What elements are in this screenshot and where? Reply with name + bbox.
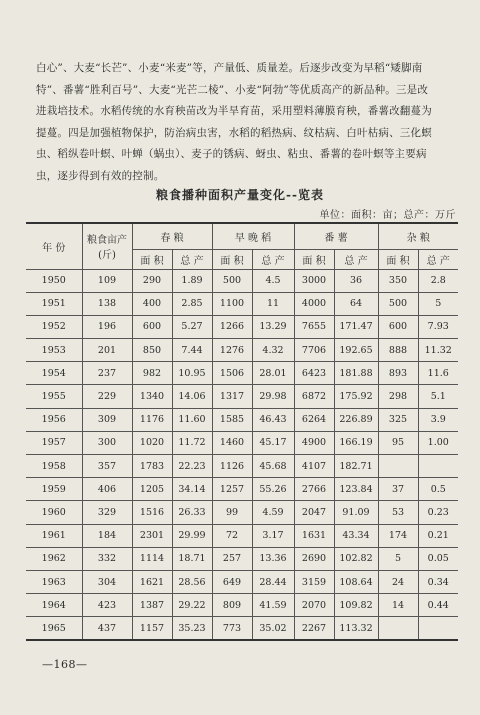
table-cell: 304 [82, 570, 132, 593]
table-cell: 14 [378, 594, 418, 617]
table-cell: 28.56 [172, 570, 212, 593]
table-cell: 36 [334, 269, 378, 292]
table-cell: 350 [378, 269, 418, 292]
table-cell [378, 617, 418, 640]
table-cell: 35.23 [172, 617, 212, 640]
table-cell: 325 [378, 408, 418, 431]
table-cell: 1176 [132, 408, 172, 431]
paragraph-line: 虫、稻纵卷叶螟、叶蝉（蜗虫）、麦子的锈病、蚜虫、粘虫、番薯的卷叶螟等主要病 [36, 148, 427, 160]
header-grain-yield-unit: (斤) [98, 250, 116, 262]
table-cell: 257 [212, 547, 252, 570]
table-cell: 600 [132, 315, 172, 338]
table-row [26, 385, 458, 408]
table-cell: 0.21 [418, 524, 458, 547]
table-cell: 29.22 [172, 594, 212, 617]
table-cell: 1516 [132, 501, 172, 524]
table-row [26, 431, 458, 454]
table-cell: 14.06 [172, 385, 212, 408]
subheader-total: 总 产 [252, 249, 294, 269]
table-cell: 1.89 [172, 269, 212, 292]
table-cell: 1276 [212, 339, 252, 362]
table-cell: 7.93 [418, 315, 458, 338]
table-cell: 37 [378, 478, 418, 501]
table-row [26, 617, 458, 640]
table-cell: 11.72 [172, 431, 212, 454]
table-cell: 109.82 [334, 594, 378, 617]
table-cell: 4000 [294, 292, 334, 315]
table-cell: 6872 [294, 385, 334, 408]
table-row [26, 594, 458, 617]
table-row [26, 269, 458, 292]
table-cell: 45.17 [252, 431, 294, 454]
table-cell: 1962 [26, 547, 82, 570]
table-cell: 1957 [26, 431, 82, 454]
table-cell: 4107 [294, 455, 334, 478]
table-row [26, 547, 458, 570]
table-cell: 18.71 [172, 547, 212, 570]
table-cell: 184 [82, 524, 132, 547]
table-cell: 3000 [294, 269, 334, 292]
table-cell: 181.88 [334, 362, 378, 385]
table-row [26, 362, 458, 385]
table-cell: 600 [378, 315, 418, 338]
table-cell: 13.36 [252, 547, 294, 570]
table-cell: 24 [378, 570, 418, 593]
table-cell: 108.64 [334, 570, 378, 593]
table-cell: 46.43 [252, 408, 294, 431]
table-cell: 1964 [26, 594, 82, 617]
table-cell: 1317 [212, 385, 252, 408]
table-cell: 888 [378, 339, 418, 362]
table-cell: 4.5 [252, 269, 294, 292]
header-misc-grain: 杂 粮 [378, 223, 458, 249]
subheader-area: 面 积 [378, 249, 418, 269]
table-cell: 2.85 [172, 292, 212, 315]
table-row [26, 408, 458, 431]
paragraph-line: 提蔓。四是加强植物保护，防治病虫害，水稻的稻热病、纹枯病、白叶枯病、三化螟 [36, 126, 432, 139]
table-cell: 1205 [132, 478, 172, 501]
table-cell: 1951 [26, 292, 82, 315]
table-cell: 649 [212, 570, 252, 593]
paragraph-line: 白心”、大麦“长芒”、小麦“米麦”等，产量低、质量差。后逐步改变为早稻“矮脚南 [36, 62, 423, 74]
table-cell: 95 [378, 431, 418, 454]
table-cell: 109 [82, 269, 132, 292]
table-cell: 1020 [132, 431, 172, 454]
table-cell: 175.92 [334, 385, 378, 408]
table-cell: 26.33 [172, 501, 212, 524]
table-cell: 329 [82, 501, 132, 524]
table-cell: 1960 [26, 501, 82, 524]
table-cell: 0.23 [418, 501, 458, 524]
table-cell: 196 [82, 315, 132, 338]
table-cell: 13.29 [252, 315, 294, 338]
table-cell: 893 [378, 362, 418, 385]
header-spring-grain: 春 粮 [132, 223, 212, 249]
table-cell: 2070 [294, 594, 334, 617]
table-cell: 35.02 [252, 617, 294, 640]
table-cell: 298 [378, 385, 418, 408]
header-rice: 早 晚 稻 [212, 223, 294, 249]
table-cell: 1114 [132, 547, 172, 570]
table-cell: 437 [82, 617, 132, 640]
table-cell: 500 [378, 292, 418, 315]
table-cell: 6423 [294, 362, 334, 385]
table-cell: 1340 [132, 385, 172, 408]
table-cell: 809 [212, 594, 252, 617]
table-cell: 1157 [132, 617, 172, 640]
table-cell: 113.32 [334, 617, 378, 640]
paragraph-line: 虫，逐步得到有效的控制。 [36, 169, 165, 182]
table-cell: 237 [82, 362, 132, 385]
table-cell: 1950 [26, 269, 82, 292]
table-cell: 29.99 [172, 524, 212, 547]
table-cell: 7706 [294, 339, 334, 362]
body-paragraph [36, 58, 446, 187]
table-cell: 34.14 [172, 478, 212, 501]
table-cell: 982 [132, 362, 172, 385]
table-cell: 171.47 [334, 315, 378, 338]
table-cell: 290 [132, 269, 172, 292]
table-cell: 1257 [212, 478, 252, 501]
table-cell: 1266 [212, 315, 252, 338]
table-row [26, 478, 458, 501]
table-row [26, 570, 458, 593]
subheader-total: 总 产 [172, 249, 212, 269]
header-year: 年 份 [26, 223, 82, 269]
table-cell: 64 [334, 292, 378, 315]
table-cell: 55.26 [252, 478, 294, 501]
table-cell: 45.68 [252, 455, 294, 478]
table-cell: 11.6 [418, 362, 458, 385]
subheader-total: 总 产 [418, 249, 458, 269]
table-body [26, 269, 458, 640]
table-cell: 5.27 [172, 315, 212, 338]
table-cell: 2766 [294, 478, 334, 501]
table-cell: 174 [378, 524, 418, 547]
table-cell: 0.05 [418, 547, 458, 570]
header-sweet-potato: 番 薯 [294, 223, 378, 249]
table-cell: 1.00 [418, 431, 458, 454]
table-cell: 201 [82, 339, 132, 362]
table-cell [418, 455, 458, 478]
table-cell: 2047 [294, 501, 334, 524]
table-row [26, 315, 458, 338]
table-cell: 6264 [294, 408, 334, 431]
table-cell: 300 [82, 431, 132, 454]
table-cell: 1959 [26, 478, 82, 501]
table-cell: 22.23 [172, 455, 212, 478]
table-cell: 3.17 [252, 524, 294, 547]
table-cell: 500 [212, 269, 252, 292]
table-cell: 1956 [26, 408, 82, 431]
table-cell: 7655 [294, 315, 334, 338]
table-cell: 3.9 [418, 408, 458, 431]
paragraph-line: 进栽培技术。水稻传统的水育秧苗改为半旱育苗，采用塑料薄膜育秧，番薯改翻蔓为 [36, 105, 432, 117]
paragraph-line: 特”、番薯“胜利百号”、大麦“光芒二棱”、小麦“阿勃”等优质高产的新品种。三是改 [36, 83, 429, 96]
table-cell: 53 [378, 501, 418, 524]
table-cell: 1100 [212, 292, 252, 315]
table-cell: 182.71 [334, 455, 378, 478]
table-cell: 1953 [26, 339, 82, 362]
table-cell: 166.19 [334, 431, 378, 454]
table-cell: 1965 [26, 617, 82, 640]
table-cell: 773 [212, 617, 252, 640]
table-cell: 28.01 [252, 362, 294, 385]
table-cell: 1387 [132, 594, 172, 617]
table-cell: 423 [82, 594, 132, 617]
table-cell: 1631 [294, 524, 334, 547]
table-row [26, 524, 458, 547]
header-grain-yield-label: 粮食亩产 [87, 235, 127, 247]
table-cell: 5 [378, 547, 418, 570]
table-cell: 0.34 [418, 570, 458, 593]
table-cell: 850 [132, 339, 172, 362]
unit-note: 单位：面积：亩；总产：万斤 [319, 210, 456, 221]
table-cell: 2.8 [418, 269, 458, 292]
table-row [26, 455, 458, 478]
table-cell: 1460 [212, 431, 252, 454]
table-cell: 1783 [132, 455, 172, 478]
table-cell: 10.95 [172, 362, 212, 385]
table-row [26, 292, 458, 315]
table-cell: 28.44 [252, 570, 294, 593]
table-cell: 400 [132, 292, 172, 315]
table-cell: 4900 [294, 431, 334, 454]
table-cell: 99 [212, 501, 252, 524]
table-cell: 1126 [212, 455, 252, 478]
table-cell: 7.44 [172, 339, 212, 362]
table-cell: 11 [252, 292, 294, 315]
table-cell [378, 455, 418, 478]
table-cell [418, 617, 458, 640]
table-title: 粮食播种面积产量变化--览表 [156, 188, 324, 202]
subheader-total: 总 产 [334, 249, 378, 269]
table-row [26, 339, 458, 362]
table-cell: 1506 [212, 362, 252, 385]
table-cell: 3159 [294, 570, 334, 593]
table-cell: 123.84 [334, 478, 378, 501]
table-cell: 1958 [26, 455, 82, 478]
page-number: —168— [42, 658, 88, 671]
table-cell: 1963 [26, 570, 82, 593]
table-cell: 102.82 [334, 547, 378, 570]
table-cell: 229 [82, 385, 132, 408]
table-cell: 226.89 [334, 408, 378, 431]
table-cell: 41.59 [252, 594, 294, 617]
table-cell: 406 [82, 478, 132, 501]
table-cell: 5.1 [418, 385, 458, 408]
table-cell: 0.5 [418, 478, 458, 501]
table-cell: 43.34 [334, 524, 378, 547]
table-cell: 2301 [132, 524, 172, 547]
table-cell: 1621 [132, 570, 172, 593]
table-cell: 91.09 [334, 501, 378, 524]
table-cell: 1585 [212, 408, 252, 431]
table-cell: 1961 [26, 524, 82, 547]
table-cell: 357 [82, 455, 132, 478]
table-cell: 1954 [26, 362, 82, 385]
table-cell: 309 [82, 408, 132, 431]
header-grain-yield [82, 223, 132, 269]
table-cell: 11.32 [418, 339, 458, 362]
table-cell: 138 [82, 292, 132, 315]
table-cell: 192.65 [334, 339, 378, 362]
table-cell: 4.32 [252, 339, 294, 362]
subheader-area: 面 积 [132, 249, 172, 269]
subheader-area: 面 积 [212, 249, 252, 269]
table-cell: 1952 [26, 315, 82, 338]
table-row [26, 501, 458, 524]
grain-table [26, 222, 458, 641]
subheader-area: 面 积 [294, 249, 334, 269]
table-cell: 4.59 [252, 501, 294, 524]
table-cell: 72 [212, 524, 252, 547]
table-cell: 29.98 [252, 385, 294, 408]
table-cell: 11.60 [172, 408, 212, 431]
table-cell: 2267 [294, 617, 334, 640]
table-cell: 1955 [26, 385, 82, 408]
table-cell: 332 [82, 547, 132, 570]
table-cell: 5 [418, 292, 458, 315]
table-cell: 2690 [294, 547, 334, 570]
table-cell: 0.44 [418, 594, 458, 617]
